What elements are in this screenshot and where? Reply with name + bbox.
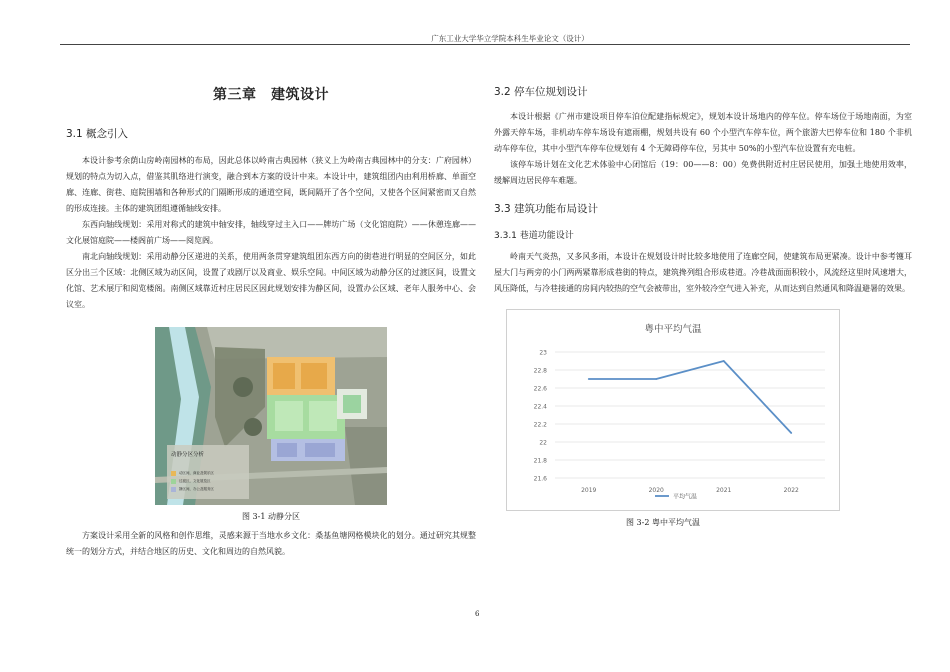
figure-3-1-caption: 图 3-1 动静分区	[242, 512, 300, 521]
left-column	[66, 84, 476, 560]
legend-label: 平均气温	[673, 493, 698, 501]
y-tick-label: 21.8	[533, 457, 547, 465]
legend-label: 过渡区，文化展览区	[179, 478, 211, 483]
x-tick-label: 2022	[783, 487, 799, 494]
zoning-site-plan-image	[155, 327, 387, 505]
paragraph: 本设计根据《广州市建设项目停车泊位配建指标规定》，规划本设计场地内的停车位。停车场位于场地南面，为室外露天停车场，非机动车停车场设有遮雨棚，规划共设有 60 个小型汽车停车位，两个旅游大巴停车位和 180 个非机动车停车位，其中小型汽车停车位规划有 4 个无障碍停车位，另其中 50%的小型汽车位设置有充电桩。	[494, 112, 912, 153]
section-3-3-1-heading: 3.3.1 巷道功能设计	[494, 231, 574, 241]
paragraph: 岭南天气炎热，又多风多雨，本设计在规划设计时比较多地使用了连廊空间，使建筑布局更紧凑。设计中参考镬耳屋大门与两旁的小门两两紧靠形成巷街的特点，建筑搀列组合形成巷道。冷巷战面面积较小，风流经这里时风速增大，风压降低，与冷巷接通的房间内较热的空气会被带出，室外较冷空气进入补充，从而达到自然通风和降温避暑的效果。	[494, 252, 912, 293]
chart-title: 粤中平均气温	[644, 324, 702, 335]
legend-item	[171, 477, 214, 485]
temperature-chart	[506, 309, 840, 511]
y-tick-label: 22	[539, 439, 547, 447]
paragraph: 南北向轴线规划：采用动静分区递进的关系，使用两条贯穿建筑组团东西方向的街巷进行明显的空间区分，如此区分出三个区域：北侧区域为动区间，设置了戏剧厅以及商业、娱乐空间。中间区域为动静分区的过渡区间，设置文化馆、艺术展厅和阅览楼阁。南侧区域靠近村庄居民区因此规划安排为静区间，设置办公区域、老年人服务中心、会议室。	[66, 252, 476, 309]
paragraph: 方案设计采用全新的风格和创作思维，灵感来源于当地水乡文化：桑基鱼塘网格模块化的划分。通过研究其规整统一的划分方式，并结合地区的历史、文化和周边的自然风貌。	[66, 531, 476, 556]
legend-swatch	[171, 487, 176, 492]
legend-swatch	[171, 471, 176, 476]
legend-swatch	[171, 479, 176, 484]
y-tick-label: 22.2	[533, 421, 547, 429]
data-point	[655, 378, 657, 380]
running-header: 广东工业大学华立学院本科生毕业论文（设计）	[431, 34, 589, 43]
data-point	[588, 378, 590, 380]
map-legend	[171, 469, 214, 493]
chapter-title: 第三章 建筑设计	[213, 87, 329, 103]
x-tick-label: 2019	[581, 487, 597, 494]
x-tick-label: 2021	[716, 487, 732, 494]
legend-item	[171, 469, 214, 477]
paragraph: 东西向轴线规划：采用对称式的建筑中轴安排，轴线穿过主入口——牌坊广场（文化馆庭院）——休憩连廊——文化展馆庭院——楼阁前广场——阅览阁。	[66, 220, 476, 245]
legend-item	[171, 485, 214, 493]
y-tick-label: 22.8	[533, 367, 547, 375]
x-tick-label: 2020	[648, 487, 664, 494]
map-legend-title: 动静分区分析	[171, 452, 205, 458]
paragraph: 该停车场计划在文化艺术体验中心闭馆后（19：00——8：00）免费供附近村庄居民使用，加强土地使用效率，缓解周边居民停车难题。	[494, 160, 912, 185]
data-point	[790, 432, 792, 434]
series-line	[589, 361, 792, 433]
legend-label: 静区间，办公及服务区	[179, 486, 214, 491]
section-3-2-heading: 3.2 停车位规划设计	[494, 86, 588, 98]
data-point	[723, 360, 725, 362]
legend-label: 动区间，商业及娱乐区	[179, 470, 214, 475]
header-rule	[60, 44, 910, 45]
page-number: 6	[475, 610, 480, 618]
y-tick-label: 21.6	[533, 475, 547, 483]
right-column	[494, 84, 912, 534]
paragraph: 本设计参考余荫山房岭南园林的布局，因此总体以岭南古典园林（狭义上为岭南古典园林中的分支：广府园林）规划的特点为切入点，借鉴其肌络进行演变，融合到本方案的设计中来。本设计中，建筑组团内由利用桥廊、单面空廊、连廊、街巷、庭院围墙和各种形式的门隔断形成的通道空间，既间隔开了各个空间，又使各个区间紧密而又自然的形成连接。主体的建筑团组遵循轴线安排。	[66, 156, 476, 213]
section-3-3-heading: 3.3 建筑功能布局设计	[494, 203, 599, 215]
y-tick-label: 23	[539, 349, 547, 357]
y-tick-label: 22.4	[533, 403, 547, 411]
y-tick-label: 22.6	[533, 385, 547, 393]
figure-3-2-caption: 图 3-2 粤中平均气温	[626, 518, 700, 527]
chart-canvas	[507, 310, 839, 510]
section-3-1-heading: 3.1 概念引入	[66, 128, 129, 140]
